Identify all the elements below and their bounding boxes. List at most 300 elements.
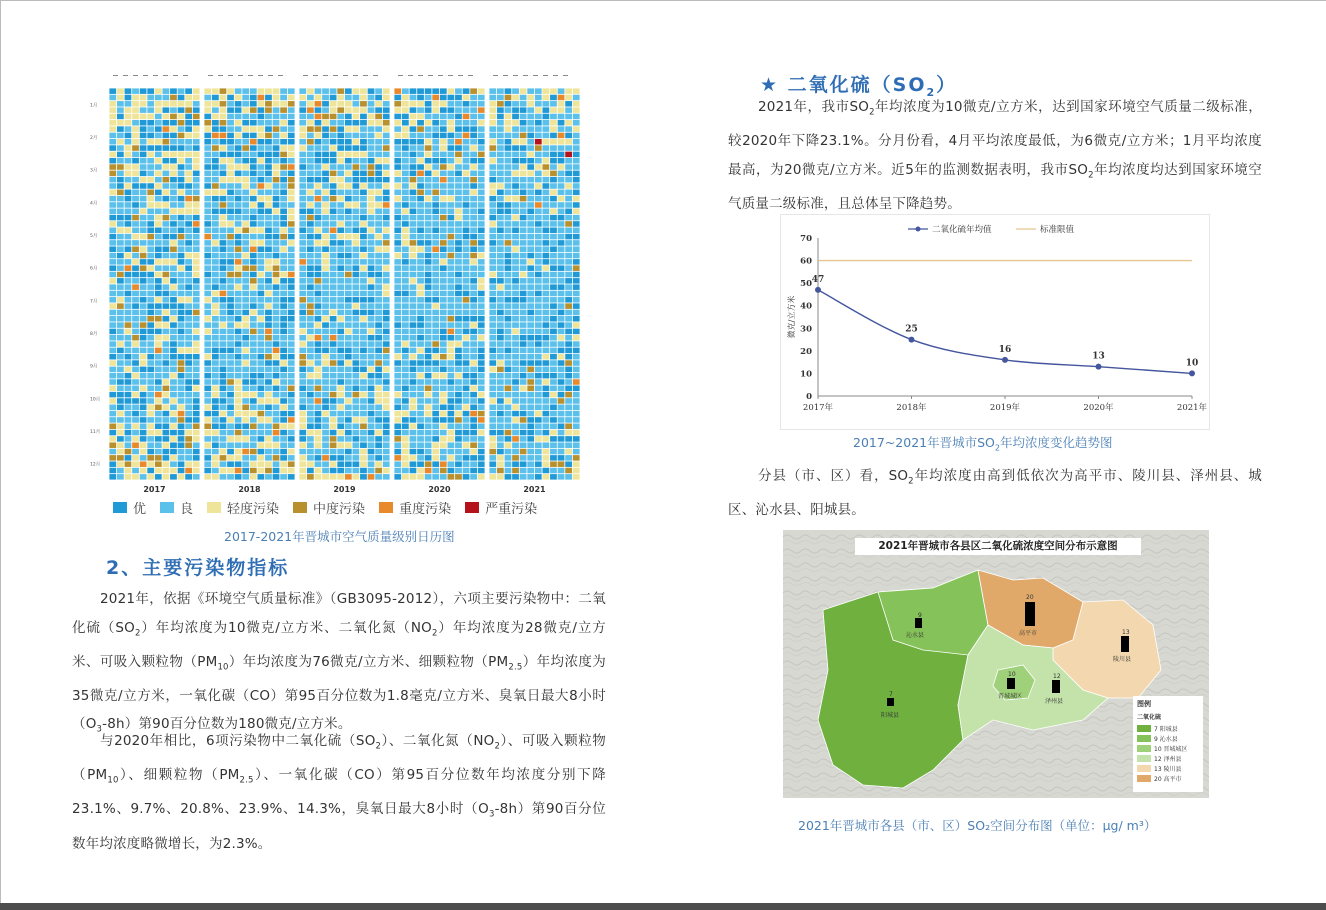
- heatmap-cell: [573, 120, 580, 126]
- heatmap-cell: [204, 246, 211, 252]
- heatmap-cell: [315, 297, 322, 303]
- heatmap-cell: [352, 442, 359, 448]
- heatmap-cell: [573, 436, 580, 442]
- heatmap-cell: [432, 392, 439, 398]
- heatmap-cell: [204, 95, 211, 101]
- heatmap-cell: [280, 291, 287, 297]
- heatmap-cell: [489, 272, 496, 278]
- heatmap-cell: [204, 468, 211, 474]
- heatmap-cell: [299, 190, 306, 196]
- heatmap-cell: [489, 221, 496, 227]
- heatmap-cell: [394, 367, 401, 373]
- heatmap-cell: [330, 354, 337, 360]
- heatmap-cell: [432, 316, 439, 322]
- heatmap-cell: [360, 107, 367, 113]
- heatmap-cell: [352, 152, 359, 158]
- heatmap-cell: [330, 392, 337, 398]
- heatmap-cell: [417, 196, 424, 202]
- heatmap-cell: [558, 367, 565, 373]
- heatmap-cell: [383, 114, 390, 120]
- heatmap-cell: [402, 386, 409, 392]
- heatmap-cell: [520, 265, 527, 271]
- heatmap-cell: [520, 221, 527, 227]
- heatmap-cell: [147, 196, 154, 202]
- heatmap-cell: [322, 335, 329, 341]
- heatmap-cell: [432, 468, 439, 474]
- heatmap-cell: [299, 354, 306, 360]
- heatmap-cell: [558, 133, 565, 139]
- heatmap-cell: [463, 405, 470, 411]
- heatmap-cell: [117, 228, 124, 234]
- heatmap-cell: [330, 386, 337, 392]
- heatmap-cell: [109, 177, 116, 183]
- heatmap-cell: [565, 246, 572, 252]
- heatmap-cell: [360, 158, 367, 164]
- heatmap-cell: [307, 234, 314, 240]
- heatmap-cell: [573, 398, 580, 404]
- heatmap-cell: [497, 392, 504, 398]
- heatmap-cell: [394, 398, 401, 404]
- heatmap-cell: [440, 303, 447, 309]
- heatmap-cell: [417, 114, 424, 120]
- heatmap-cell: [227, 196, 234, 202]
- heatmap-cell: [470, 405, 477, 411]
- heatmap-cell: [147, 114, 154, 120]
- heatmap-cell: [220, 386, 227, 392]
- heatmap-cell: [573, 442, 580, 448]
- heatmap-cell: [193, 240, 200, 246]
- heatmap-cell: [170, 190, 177, 196]
- heatmap-cell: [497, 411, 504, 417]
- heatmap-cell: [288, 171, 295, 177]
- heatmap-cell: [242, 436, 249, 442]
- heatmap-cell: [288, 101, 295, 107]
- heatmap-cell: [550, 297, 557, 303]
- heatmap-cell: [368, 171, 375, 177]
- heatmap-cell: [520, 424, 527, 430]
- heatmap-caption: 2017-2021年晋城市空气质量级别日历图: [224, 529, 455, 544]
- heatmap-cell: [125, 139, 132, 145]
- heatmap-cell: [273, 411, 280, 417]
- heatmap-cell: [117, 303, 124, 309]
- heatmap-cell: [565, 436, 572, 442]
- heatmap-cell: [520, 291, 527, 297]
- heatmap-cell: [299, 202, 306, 208]
- heatmap-cell: [440, 190, 447, 196]
- heatmap-cell: [299, 455, 306, 461]
- heatmap-cell: [242, 449, 249, 455]
- heatmap-cell: [265, 240, 272, 246]
- heatmap-cell: [352, 367, 359, 373]
- heatmap-cell: [447, 430, 454, 436]
- heatmap-cell: [368, 417, 375, 423]
- heatmap-cell: [193, 442, 200, 448]
- heatmap-cell: [220, 461, 227, 467]
- heatmap-cell: [470, 196, 477, 202]
- heatmap-cell: [315, 246, 322, 252]
- heatmap-cell: [125, 335, 132, 341]
- heatmap-cell: [505, 265, 512, 271]
- heatmap-cell: [162, 474, 169, 480]
- heatmap-cell: [455, 228, 462, 234]
- heatmap-cell: [273, 114, 280, 120]
- heatmap-cell: [265, 430, 272, 436]
- heatmap-cell: [527, 379, 534, 385]
- heatmap-cell: [360, 234, 367, 240]
- heatmap-cell: [360, 430, 367, 436]
- heatmap-cell: [463, 379, 470, 385]
- heatmap-cell: [440, 164, 447, 170]
- heatmap-cell: [125, 196, 132, 202]
- heatmap-cell: [315, 145, 322, 151]
- heatmap-cell: [307, 126, 314, 132]
- heatmap-cell: [345, 209, 352, 215]
- heatmap-cell: [512, 209, 519, 215]
- heatmap-cell: [315, 316, 322, 322]
- heatmap-cell: [235, 152, 242, 158]
- heatmap-cell: [447, 417, 454, 423]
- heatmap-cell: [455, 265, 462, 271]
- heatmap-cell: [520, 234, 527, 240]
- heatmap-cell: [273, 405, 280, 411]
- heatmap-cell: [235, 202, 242, 208]
- so2-data-label: 47: [811, 274, 825, 285]
- heatmap-cell: [505, 424, 512, 430]
- heatmap-cell: [463, 322, 470, 328]
- heatmap-cell: [212, 228, 219, 234]
- heatmap-cell: [478, 221, 485, 227]
- heatmap-cell: [520, 177, 527, 183]
- heatmap-cell: [330, 379, 337, 385]
- heatmap-cell: [288, 88, 295, 94]
- weekday-mark: [333, 75, 338, 76]
- heatmap-cell: [280, 303, 287, 309]
- heatmap-cell: [489, 354, 496, 360]
- heatmap-cell: [394, 139, 401, 145]
- heatmap-cell: [478, 360, 485, 366]
- heatmap-cell: [155, 284, 162, 290]
- heatmap-cell: [140, 177, 147, 183]
- heatmap-cell: [227, 354, 234, 360]
- heatmap-cell: [242, 468, 249, 474]
- heatmap-cell: [330, 335, 337, 341]
- heatmap-cell: [212, 436, 219, 442]
- heatmap-cell: [315, 442, 322, 448]
- heatmap-cell: [512, 316, 519, 322]
- heatmap-cell: [109, 107, 116, 113]
- heatmap-cell: [505, 177, 512, 183]
- heatmap-cell: [109, 417, 116, 423]
- heatmap-cell: [478, 107, 485, 113]
- heatmap-cell: [242, 164, 249, 170]
- heatmap-cell: [565, 455, 572, 461]
- heatmap-cell: [520, 145, 527, 151]
- heatmap-cell: [573, 379, 580, 385]
- heatmap-cell: [497, 398, 504, 404]
- legend-swatch: [113, 502, 127, 513]
- heatmap-cell: [337, 139, 344, 145]
- heatmap-cell: [368, 228, 375, 234]
- heatmap-cell: [360, 114, 367, 120]
- heatmap-cell: [193, 278, 200, 284]
- heatmap-cell: [432, 101, 439, 107]
- heatmap-cell: [478, 278, 485, 284]
- heatmap-cell: [280, 335, 287, 341]
- heatmap-cell: [204, 272, 211, 278]
- heatmap-cell: [315, 392, 322, 398]
- heatmap-cell: [307, 442, 314, 448]
- heatmap-cell: [402, 246, 409, 252]
- heatmap-cell: [109, 373, 116, 379]
- heatmap-cell: [307, 417, 314, 423]
- heatmap-cell: [497, 253, 504, 259]
- heatmap-cell: [345, 411, 352, 417]
- heatmap-cell: [542, 164, 549, 170]
- heatmap-cell: [250, 215, 257, 221]
- heatmap-cell: [425, 322, 432, 328]
- heatmap-cell: [550, 430, 557, 436]
- heatmap-cell: [250, 259, 257, 265]
- heatmap-cell: [204, 88, 211, 94]
- heatmap-cell: [542, 316, 549, 322]
- heatmap-cell: [204, 322, 211, 328]
- heatmap-cell: [265, 411, 272, 417]
- heatmap-cell: [235, 158, 242, 164]
- heatmap-cell: [212, 88, 219, 94]
- heatmap-cell: [425, 145, 432, 151]
- heatmap-cell: [565, 139, 572, 145]
- heatmap-cell: [132, 145, 139, 151]
- heatmap-cell: [527, 228, 534, 234]
- heatmap-cell: [242, 228, 249, 234]
- heatmap-cell: [162, 272, 169, 278]
- heatmap-cell: [368, 120, 375, 126]
- heatmap-cell: [352, 240, 359, 246]
- heatmap-cell: [109, 259, 116, 265]
- heatmap-cell: [497, 474, 504, 480]
- heatmap-cell: [220, 367, 227, 373]
- heatmap-cell: [204, 228, 211, 234]
- heatmap-cell: [280, 278, 287, 284]
- heatmap-cell: [520, 240, 527, 246]
- heatmap-cell: [204, 158, 211, 164]
- heatmap-cell: [257, 196, 264, 202]
- heatmap-cell: [565, 209, 572, 215]
- heatmap-cell: [193, 322, 200, 328]
- heatmap-cell: [307, 177, 314, 183]
- heatmap-cell: [250, 322, 257, 328]
- heatmap-cell: [288, 354, 295, 360]
- heatmap-cell: [550, 196, 557, 202]
- heatmap-cell: [432, 379, 439, 385]
- heatmap-cell: [505, 449, 512, 455]
- heatmap-cell: [280, 379, 287, 385]
- heatmap-cell: [497, 240, 504, 246]
- heatmap-cell: [535, 284, 542, 290]
- heatmap-cell: [394, 278, 401, 284]
- heatmap-cell: [257, 310, 264, 316]
- heatmap-cell: [489, 348, 496, 354]
- heatmap-cell: [417, 171, 424, 177]
- heatmap-cell: [257, 303, 264, 309]
- heatmap-cell: [227, 417, 234, 423]
- heatmap-cell: [307, 430, 314, 436]
- heatmap-cell: [204, 253, 211, 259]
- heatmap-cell: [235, 316, 242, 322]
- heatmap-cell: [425, 209, 432, 215]
- heatmap-cell: [375, 215, 382, 221]
- heatmap-cell: [542, 215, 549, 221]
- heatmap-cell: [394, 430, 401, 436]
- heatmap-cell: [352, 120, 359, 126]
- heatmap-cell: [125, 171, 132, 177]
- heatmap-cell: [322, 411, 329, 417]
- heatmap-cell: [307, 405, 314, 411]
- heatmap-cell: [322, 120, 329, 126]
- heatmap-cell: [520, 139, 527, 145]
- heatmap-cell: [280, 215, 287, 221]
- heatmap-cell: [440, 221, 447, 227]
- heatmap-cell: [117, 424, 124, 430]
- heatmap-cell: [489, 164, 496, 170]
- heatmap-cell: [478, 126, 485, 132]
- heatmap-cell: [394, 411, 401, 417]
- heatmap-cell: [394, 114, 401, 120]
- heatmap-cell: [162, 430, 169, 436]
- heatmap-cell: [212, 386, 219, 392]
- heatmap-cell: [394, 234, 401, 240]
- heatmap-cell: [140, 322, 147, 328]
- heatmap-cell: [330, 411, 337, 417]
- legend-swatch: [293, 502, 307, 513]
- heatmap-cell: [375, 246, 382, 252]
- heatmap-cell: [478, 88, 485, 94]
- heatmap-cell: [132, 284, 139, 290]
- heatmap-cell: [455, 171, 462, 177]
- heatmap-cell: [257, 171, 264, 177]
- heatmap-cell: [565, 360, 572, 366]
- heatmap-cell: [402, 455, 409, 461]
- heatmap-cell: [505, 348, 512, 354]
- heatmap-cell: [520, 379, 527, 385]
- heatmap-cell: [425, 164, 432, 170]
- heatmap-cell: [265, 442, 272, 448]
- heatmap-cell: [170, 329, 177, 335]
- heatmap-cell: [227, 133, 234, 139]
- heatmap-cell: [497, 246, 504, 252]
- heatmap-cell: [565, 303, 572, 309]
- heatmap-cell: [489, 259, 496, 265]
- heatmap-cell: [455, 398, 462, 404]
- heatmap-cell: [550, 240, 557, 246]
- heatmap-cell: [162, 297, 169, 303]
- heatmap-cell: [520, 158, 527, 164]
- heatmap-cell: [140, 291, 147, 297]
- heatmap-cell: [125, 373, 132, 379]
- heatmap-cell: [402, 373, 409, 379]
- heatmap-cell: [505, 386, 512, 392]
- heatmap-cell: [489, 310, 496, 316]
- heatmap-cell: [155, 196, 162, 202]
- heatmap-cell: [212, 461, 219, 467]
- heatmap-cell: [109, 253, 116, 259]
- heatmap-cell: [432, 430, 439, 436]
- heatmap-cell: [257, 373, 264, 379]
- heatmap-cell: [447, 272, 454, 278]
- heatmap-cell: [558, 461, 565, 467]
- heatmap-cell: [242, 196, 249, 202]
- heatmap-cell: [220, 95, 227, 101]
- heatmap-cell: [117, 405, 124, 411]
- heatmap-cell: [425, 461, 432, 467]
- heatmap-cell: [250, 101, 257, 107]
- heatmap-cell: [360, 341, 367, 347]
- heatmap-cell: [178, 367, 185, 373]
- heatmap-cell: [489, 417, 496, 423]
- heatmap-legend: [113, 498, 537, 517]
- so2-county-map: [783, 530, 1209, 798]
- heatmap-cell: [280, 442, 287, 448]
- heatmap-cell: [345, 468, 352, 474]
- heatmap-cell: [383, 265, 390, 271]
- heatmap-cell: [394, 215, 401, 221]
- heatmap-cell: [220, 430, 227, 436]
- heatmap-cell: [235, 405, 242, 411]
- heatmap-cell: [132, 322, 139, 328]
- heatmap-cell: [125, 107, 132, 113]
- value-lingchuan: 13: [1122, 629, 1130, 636]
- heatmap-cell: [432, 322, 439, 328]
- heatmap-cell: [162, 278, 169, 284]
- heatmap-cell: [212, 272, 219, 278]
- heatmap-cell: [280, 228, 287, 234]
- heatmap-cell: [257, 278, 264, 284]
- heatmap-cell: [478, 152, 485, 158]
- weekday-mark: [248, 75, 253, 76]
- heatmap-cell: [417, 360, 424, 366]
- heatmap-cell: [417, 341, 424, 347]
- heatmap-cell: [512, 171, 519, 177]
- heatmap-cell: [497, 348, 504, 354]
- heatmap-cell: [383, 202, 390, 208]
- heatmap-cell: [489, 265, 496, 271]
- x-tick-label: 2020年: [1083, 403, 1114, 413]
- heatmap-cell: [489, 291, 496, 297]
- heatmap-cell: [375, 386, 382, 392]
- heatmap-cell: [315, 373, 322, 379]
- heatmap-cell: [463, 348, 470, 354]
- heatmap-cell: [489, 107, 496, 113]
- heatmap-cell: [185, 379, 192, 385]
- heatmap-cell: [273, 392, 280, 398]
- heatmap-cell: [520, 120, 527, 126]
- heatmap-cell: [178, 455, 185, 461]
- heatmap-cell: [505, 291, 512, 297]
- heatmap-cell: [368, 348, 375, 354]
- heatmap-cell: [117, 265, 124, 271]
- heatmap-cell: [185, 354, 192, 360]
- heatmap-cell: [345, 202, 352, 208]
- heatmap-cell: [140, 95, 147, 101]
- heatmap-cell: [478, 272, 485, 278]
- heatmap-cell: [212, 278, 219, 284]
- heatmap-cell: [220, 259, 227, 265]
- heatmap-cell: [140, 164, 147, 170]
- heatmap-cell: [273, 316, 280, 322]
- heatmap-cell: [512, 284, 519, 290]
- heatmap-cell: [280, 158, 287, 164]
- heatmap-cell: [280, 417, 287, 423]
